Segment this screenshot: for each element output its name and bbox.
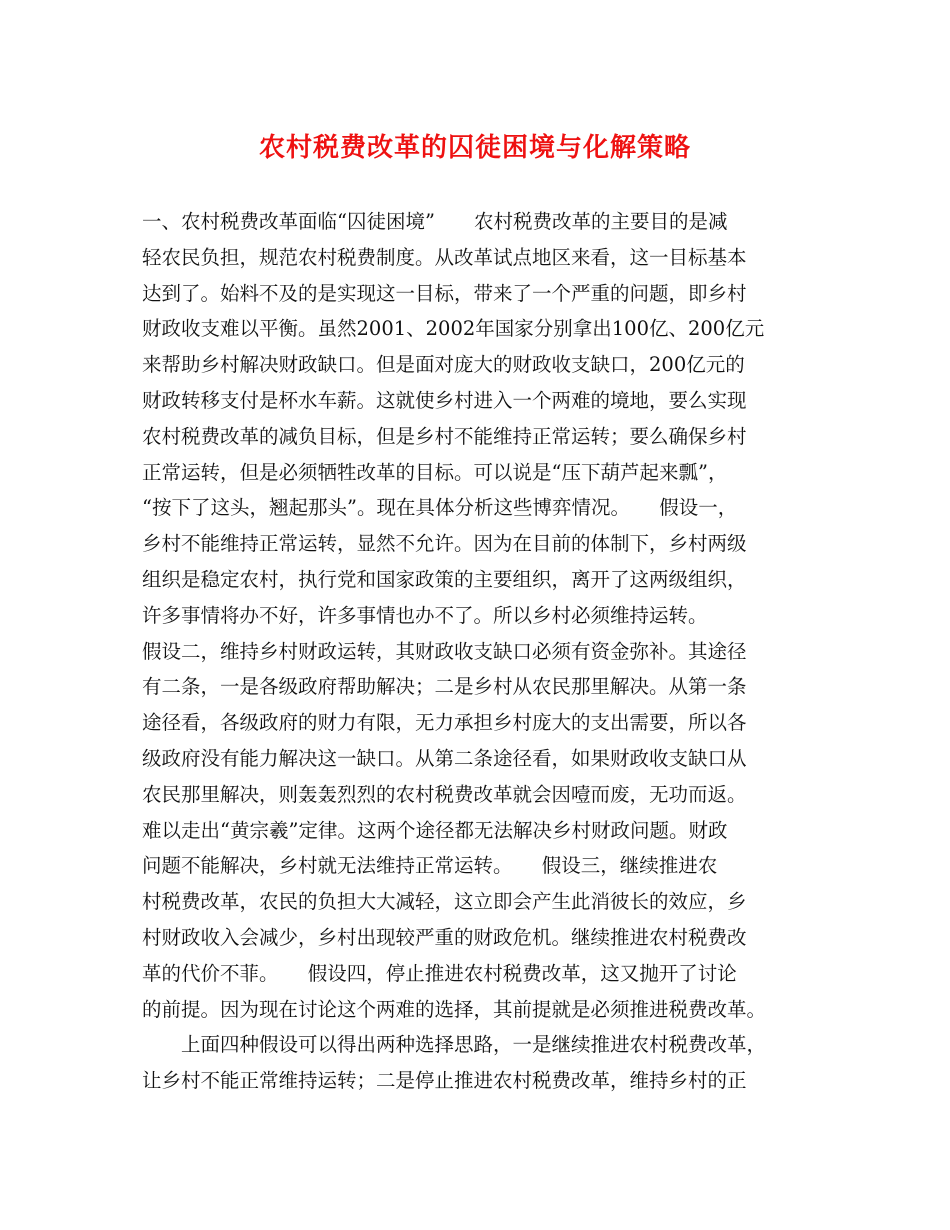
body-line: 途径看，各级政府的财力有限，无力承担乡村庞大的支出需要，所以各 bbox=[142, 711, 747, 735]
body-line: 农民那里解决，则轰轰烈烈的农村税费改革就会因噎而废，无功而返。 bbox=[142, 782, 747, 806]
body-line: 正常运转，但是必须牺牲改革的目标。可以说是“压下葫芦起来瓢”， bbox=[142, 460, 728, 484]
body-line: 村财政收入会减少，乡村出现较严重的财政危机。继续推进农村税费改 bbox=[142, 925, 747, 949]
body-line: 财政转移支付是杯水车薪。这就使乡村进入一个两难的境地，要么实现 bbox=[142, 388, 747, 412]
body-line: 的前提。因为现在讨论这个两难的选择，其前提就是必须推进税费改革。 bbox=[142, 997, 767, 1021]
body-line: 组织是稳定农村，执行党和国家政策的主要组织，离开了这两级组织， bbox=[142, 567, 747, 591]
body-line: 上面四种假设可以得出两种选择思路，一是继续推进农村税费改革， bbox=[142, 1033, 767, 1057]
body-line: 乡村不能维持正常运转，显然不允许。因为在目前的体制下，乡村两级 bbox=[142, 532, 747, 556]
body-line: 难以走出“黄宗羲”定律。这两个途径都无法解决乡村财政问题。财政 bbox=[142, 818, 728, 842]
body-line: 革的代价不菲。 假设四，停止推进农村税费改革，这又抛开了讨论 bbox=[142, 961, 737, 985]
body-line: 达到了。始料不及的是实现这一目标，带来了一个严重的问题，即乡村 bbox=[142, 281, 747, 305]
body-line: 来帮助乡村解决财政缺口。但是面对庞大的财政收支缺口，200亿元的 bbox=[142, 353, 745, 377]
body-line: 轻农民负担，规范农村税费制度。从改革试点地区来看，这一目标基本 bbox=[142, 245, 747, 269]
body-line: 许多事情将办不好，许多事情也办不了。所以乡村必须维持运转。 bbox=[142, 603, 708, 627]
body-line: 问题不能解决，乡村就无法维持正常运转。 假设三，继续推进农 bbox=[142, 854, 718, 878]
body-line: 级政府没有能力解决这一缺口。从第二条途径看，如果财政收支缺口从 bbox=[142, 746, 747, 770]
body-line: 有二条，一是各级政府帮助解决；二是乡村从农民那里解决。从第一条 bbox=[142, 675, 747, 699]
body-line: 村税费改革，农民的负担大大减轻，这立即会产生此消彼长的效应，乡 bbox=[142, 890, 747, 914]
document-title: 农村税费改革的囚徒困境与化解策略 bbox=[258, 133, 691, 163]
body-line: 让乡村不能正常维持运转；二是停止推进农村税费改革，维持乡村的正 bbox=[142, 1069, 747, 1093]
body-line: 假设二，维持乡村财政运转，其财政收支缺口必须有资金弥补。其途径 bbox=[142, 639, 747, 663]
document-body bbox=[142, 204, 832, 1099]
body-line: 农村税费改革的减负目标，但是乡村不能维持正常运转；要么确保乡村 bbox=[142, 424, 747, 448]
body-line: “按下了这头，翘起那头”。现在具体分析这些博弈情况。 假设一， bbox=[142, 496, 738, 520]
body-line: 财政收支难以平衡。虽然2001、2002年国家分别拿出100亿、200亿元 bbox=[142, 317, 765, 341]
body-line: 一、农村税费改革面临“囚徒困境” 农村税费改革的主要目的是减 bbox=[142, 210, 728, 233]
